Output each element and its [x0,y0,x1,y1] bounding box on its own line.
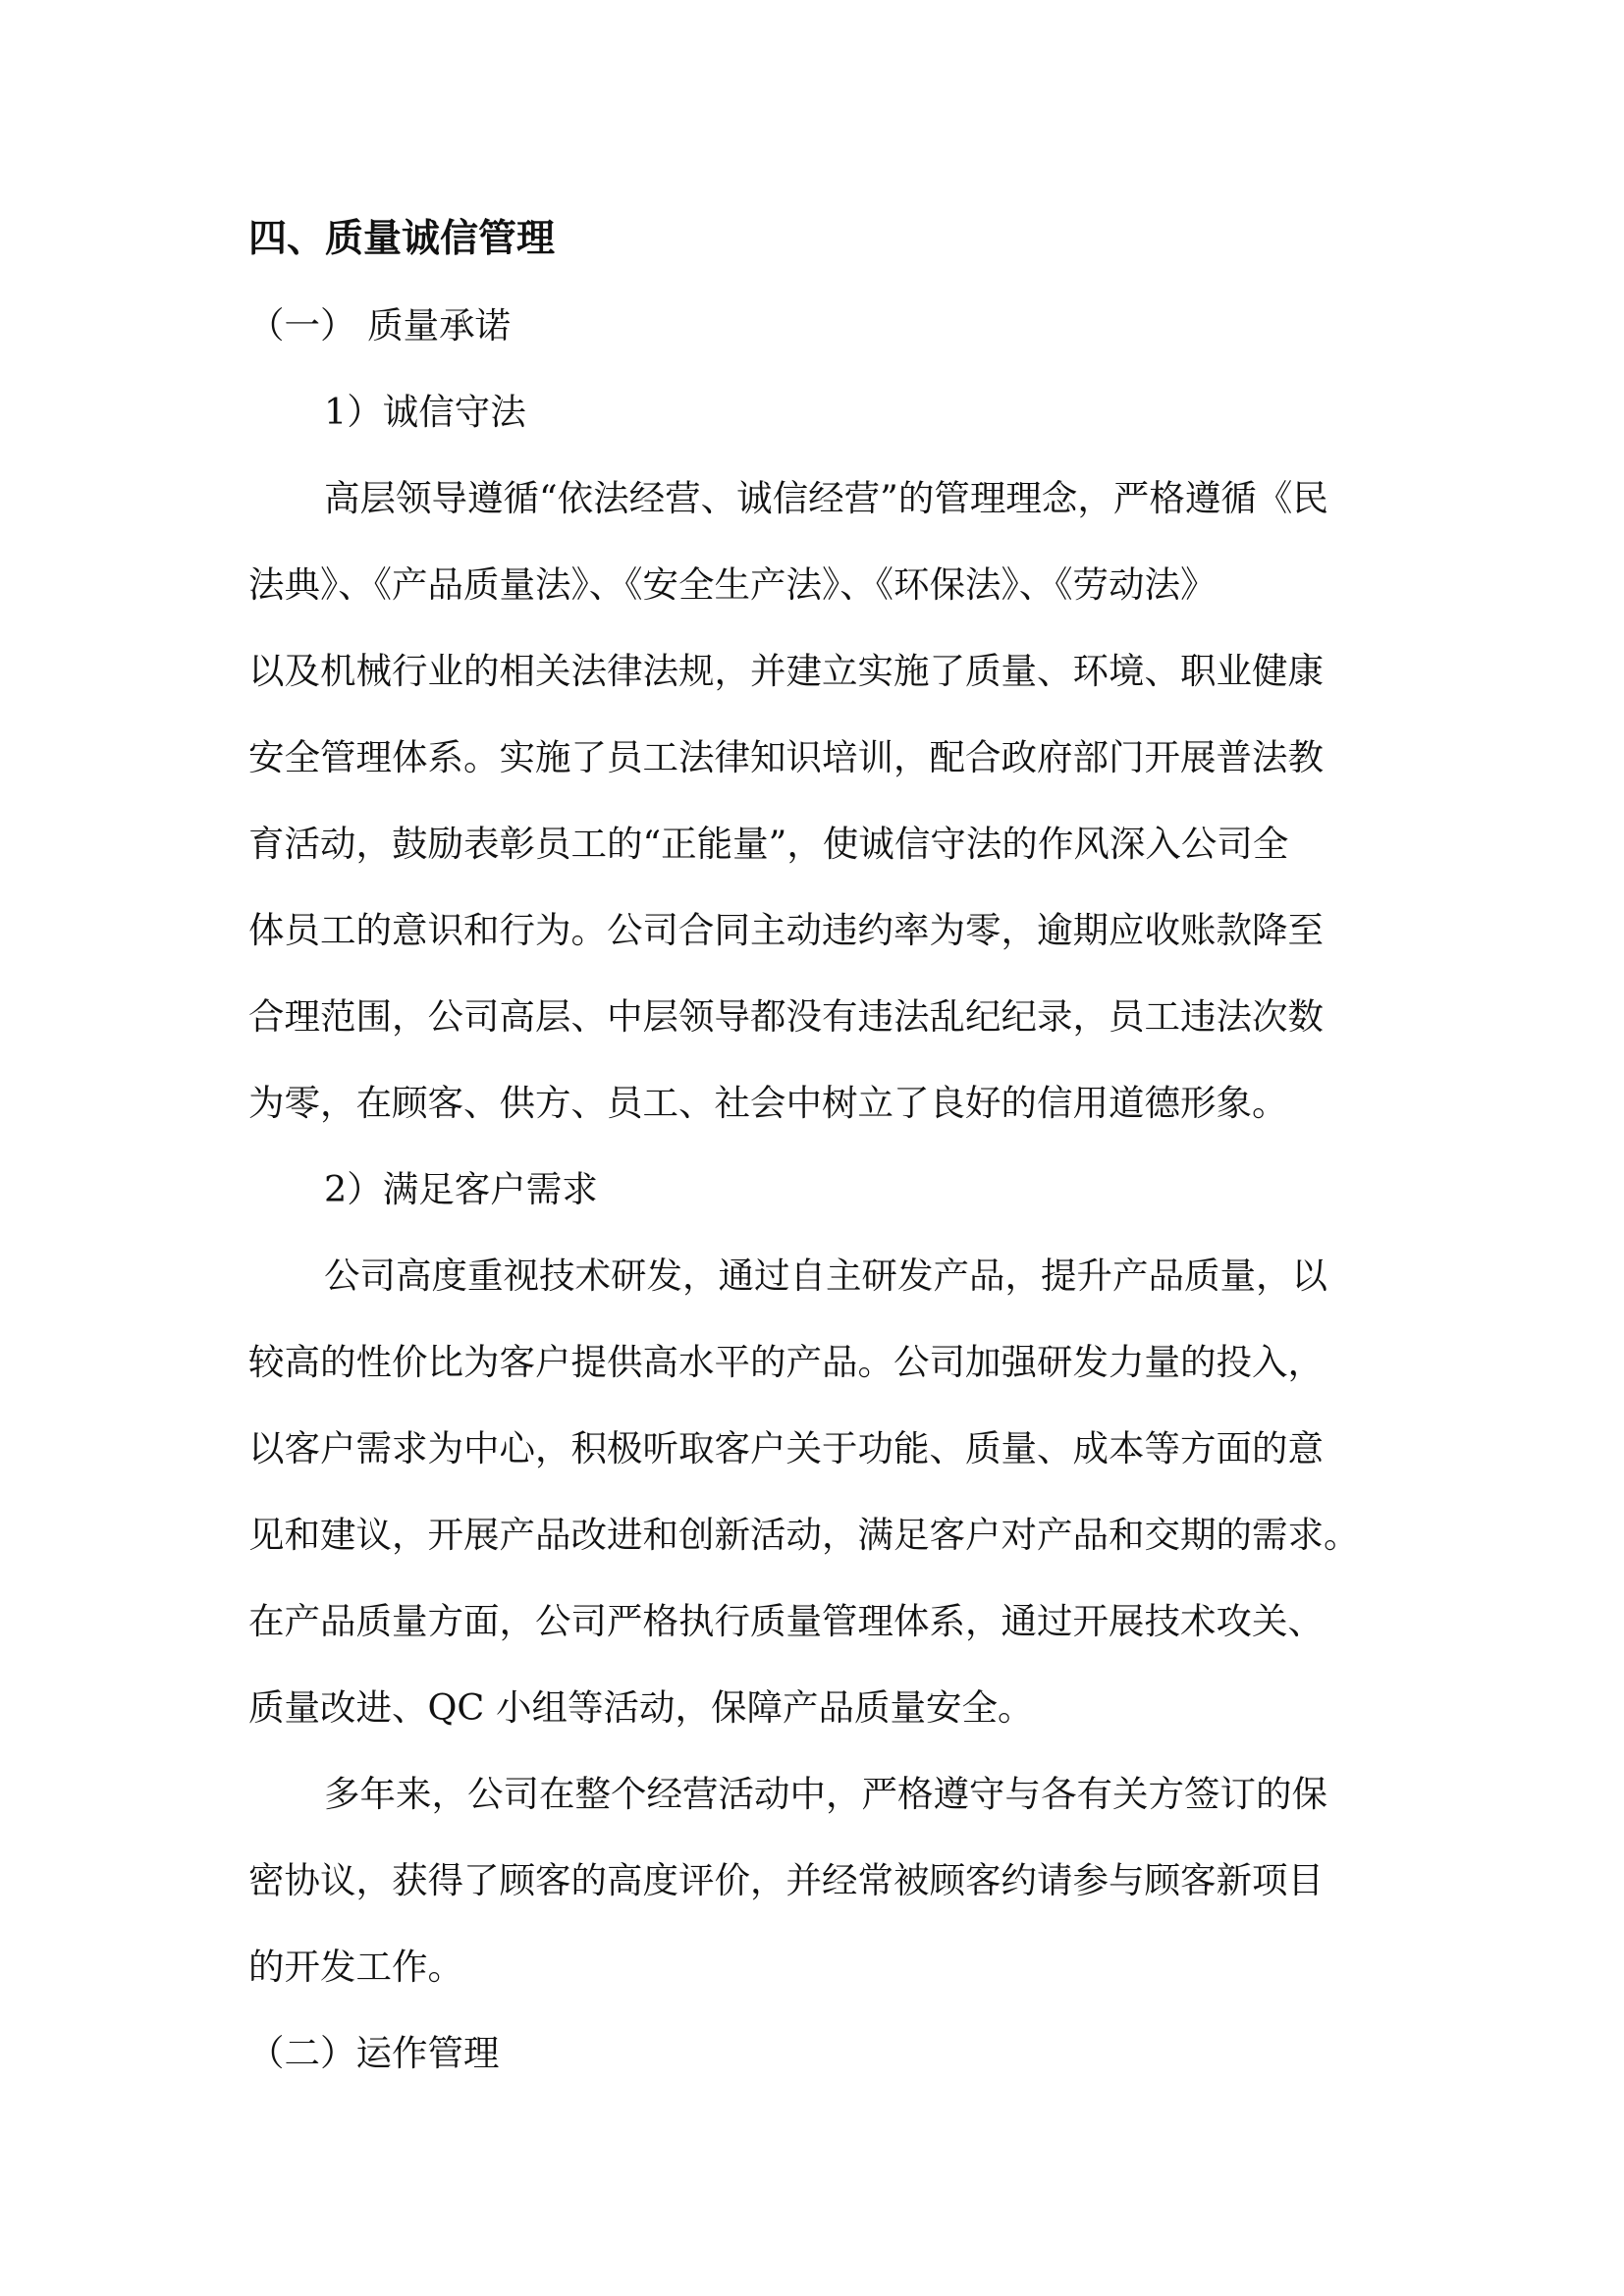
paragraph-line: 合理范围，公司高层、中层领导都没有违法乱纪纪录，员工违法次数 [248,995,1324,1038]
section-heading: 四、质量诚信管理 [248,217,556,261]
paragraph-line: 法典》、《产品质量法》、《安全生产法》、《环保法》、《劳动法》 [248,563,1217,606]
item-title-integrity: 1）诚信守法 [324,391,526,433]
paragraph-line: 安全管理体系。实施了员工法律知识培训，配合政府部门开展普法教 [248,736,1324,778]
paragraph-line: 多年来，公司在整个经营活动中，严格遵守与各有关方签订的保 [324,1773,1327,1815]
paragraph-line: 公司高度重视技术研发，通过自主研发产品，提升产品质量，以 [324,1255,1327,1297]
paragraph-line: 以及机械行业的相关法律法规，并建立实施了质量、环境、职业健康 [248,650,1324,692]
subsection-title-operation-management: （二）运作管理 [248,2032,500,2074]
paragraph-line: 以客户需求为中心，积极听取客户关于功能、质量、成本等方面的意 [248,1427,1324,1469]
paragraph-line: 在产品质量方面，公司严格执行质量管理体系，通过开展技术攻关、 [248,1600,1324,1642]
paragraph-line: 为零，在顾客、供方、员工、社会中树立了良好的信用道德形象。 [248,1082,1288,1124]
paragraph-line: 体员工的意识和行为。公司合同主动违约率为零，逾期应收账款降至 [248,909,1324,951]
paragraph-line: 育活动，鼓励表彰员工的“正能量”，使诚信守法的作风深入公司全 [248,823,1289,865]
paragraph-line: 质量改进、QC 小组等活动，保障产品质量安全。 [248,1686,1034,1729]
paragraph-line: 高层领导遵循“依法经营、诚信经营”的管理理念，严格遵循《民 [324,477,1328,519]
item-title-customer-needs: 2）满足客户需求 [324,1168,598,1210]
paragraph-line: 密协议，获得了顾客的高度评价，并经常被顾客约请参与顾客新项目 [248,1859,1324,1901]
paragraph-line: 较高的性价比为客户提供高水平的产品。公司加强研发力量的投入， [248,1341,1324,1383]
subsection-title-quality-commitment: （一） 质量承诺 [248,304,512,347]
paragraph-line: 见和建议，开展产品改进和创新活动，满足客户对产品和交期的需求。 [248,1514,1360,1556]
paragraph-line: 的开发工作。 [248,1946,463,1988]
